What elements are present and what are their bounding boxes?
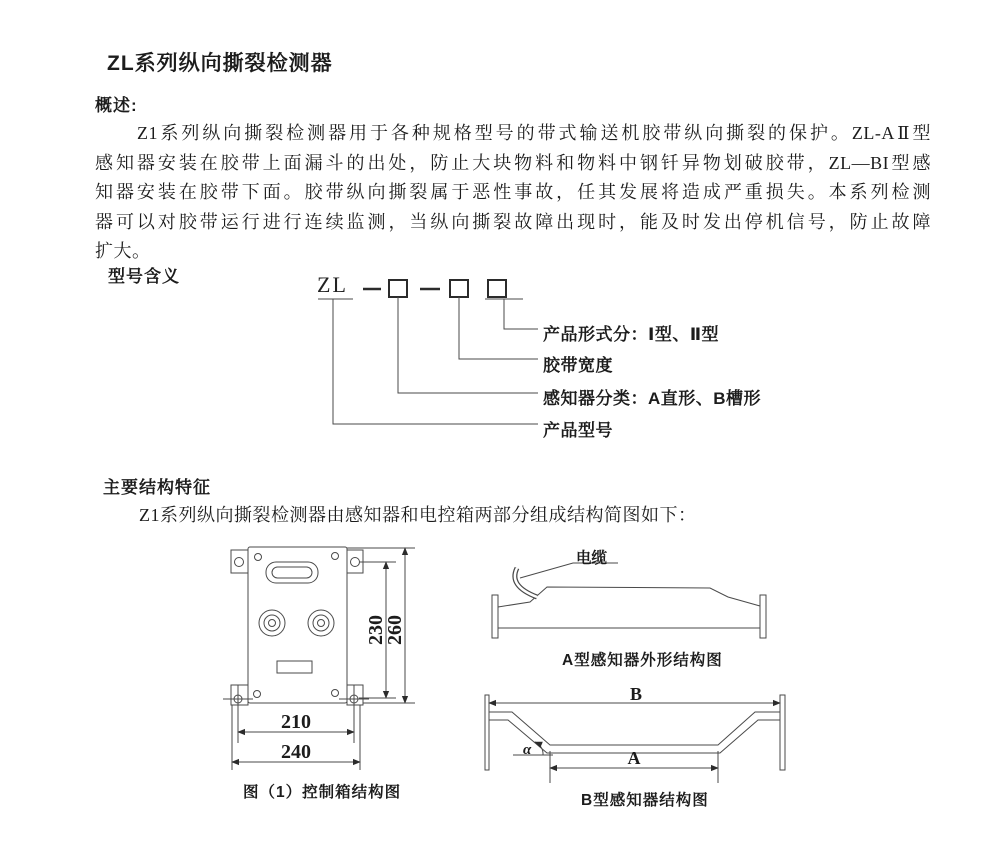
overview-line: 扩大。	[95, 241, 151, 262]
structure-heading: 主要结构特征	[103, 478, 211, 497]
dim-210: 210	[281, 711, 311, 733]
model-prefix: ZL	[317, 272, 348, 297]
overview-paragraph	[95, 119, 931, 267]
structure-intro: Z1系列纵向撕裂检测器由感知器和电控箱两部分组成结构简图如下：	[139, 505, 697, 525]
overview-line: 器可以对胶带运行进行连续监测，当纵向撕裂故障出现时，能及时发出停机信号，防止故障	[95, 211, 931, 232]
model-label-belt-width: 胶带宽度	[543, 356, 613, 375]
model-label-product-model: 产品型号	[543, 421, 613, 440]
dim-230: 230	[365, 615, 387, 645]
overview-heading: 概述:	[95, 96, 138, 115]
overview-line: Z1系列纵向撕裂检测器用于各种规格型号的带式输送机胶带纵向撕裂的保护。ZL-AⅡ型	[137, 123, 931, 143]
dim-240: 240	[281, 741, 311, 763]
model-label-form: 产品形式分：Ⅰ型、Ⅱ型	[543, 325, 720, 344]
dim-b: B	[629, 685, 643, 704]
sensor-b-caption: B型感知器结构图	[581, 792, 709, 809]
control-box-caption: 图（1）控制箱结构图	[243, 784, 402, 801]
dim-260: 260	[384, 615, 406, 645]
page-title: ZL系列纵向撕裂检测器	[107, 52, 333, 75]
control-box-drawing	[215, 525, 450, 780]
model-code-diagram	[300, 270, 780, 438]
sensor-a-drawing	[475, 540, 795, 645]
model-heading: 型号含义	[108, 267, 180, 286]
overview-line: 感知器安装在胶带上面漏斗的出处，防止大块物料和物料中钢钎异物划破胶带，ZL—BI型感	[95, 152, 931, 173]
dim-a: A	[627, 748, 641, 768]
overview-line: 知器安装在胶带下面。胶带纵向撕裂属于恶性事故，任其发展将造成严重损失。本系列检测	[95, 182, 931, 203]
sensor-a-caption: A型感知器外形结构图	[562, 652, 723, 669]
cable-label: 电缆	[576, 550, 608, 567]
model-label-sensor-class: 感知器分类：A直形、B槽形	[543, 389, 762, 408]
angle-alpha: α	[523, 742, 532, 758]
